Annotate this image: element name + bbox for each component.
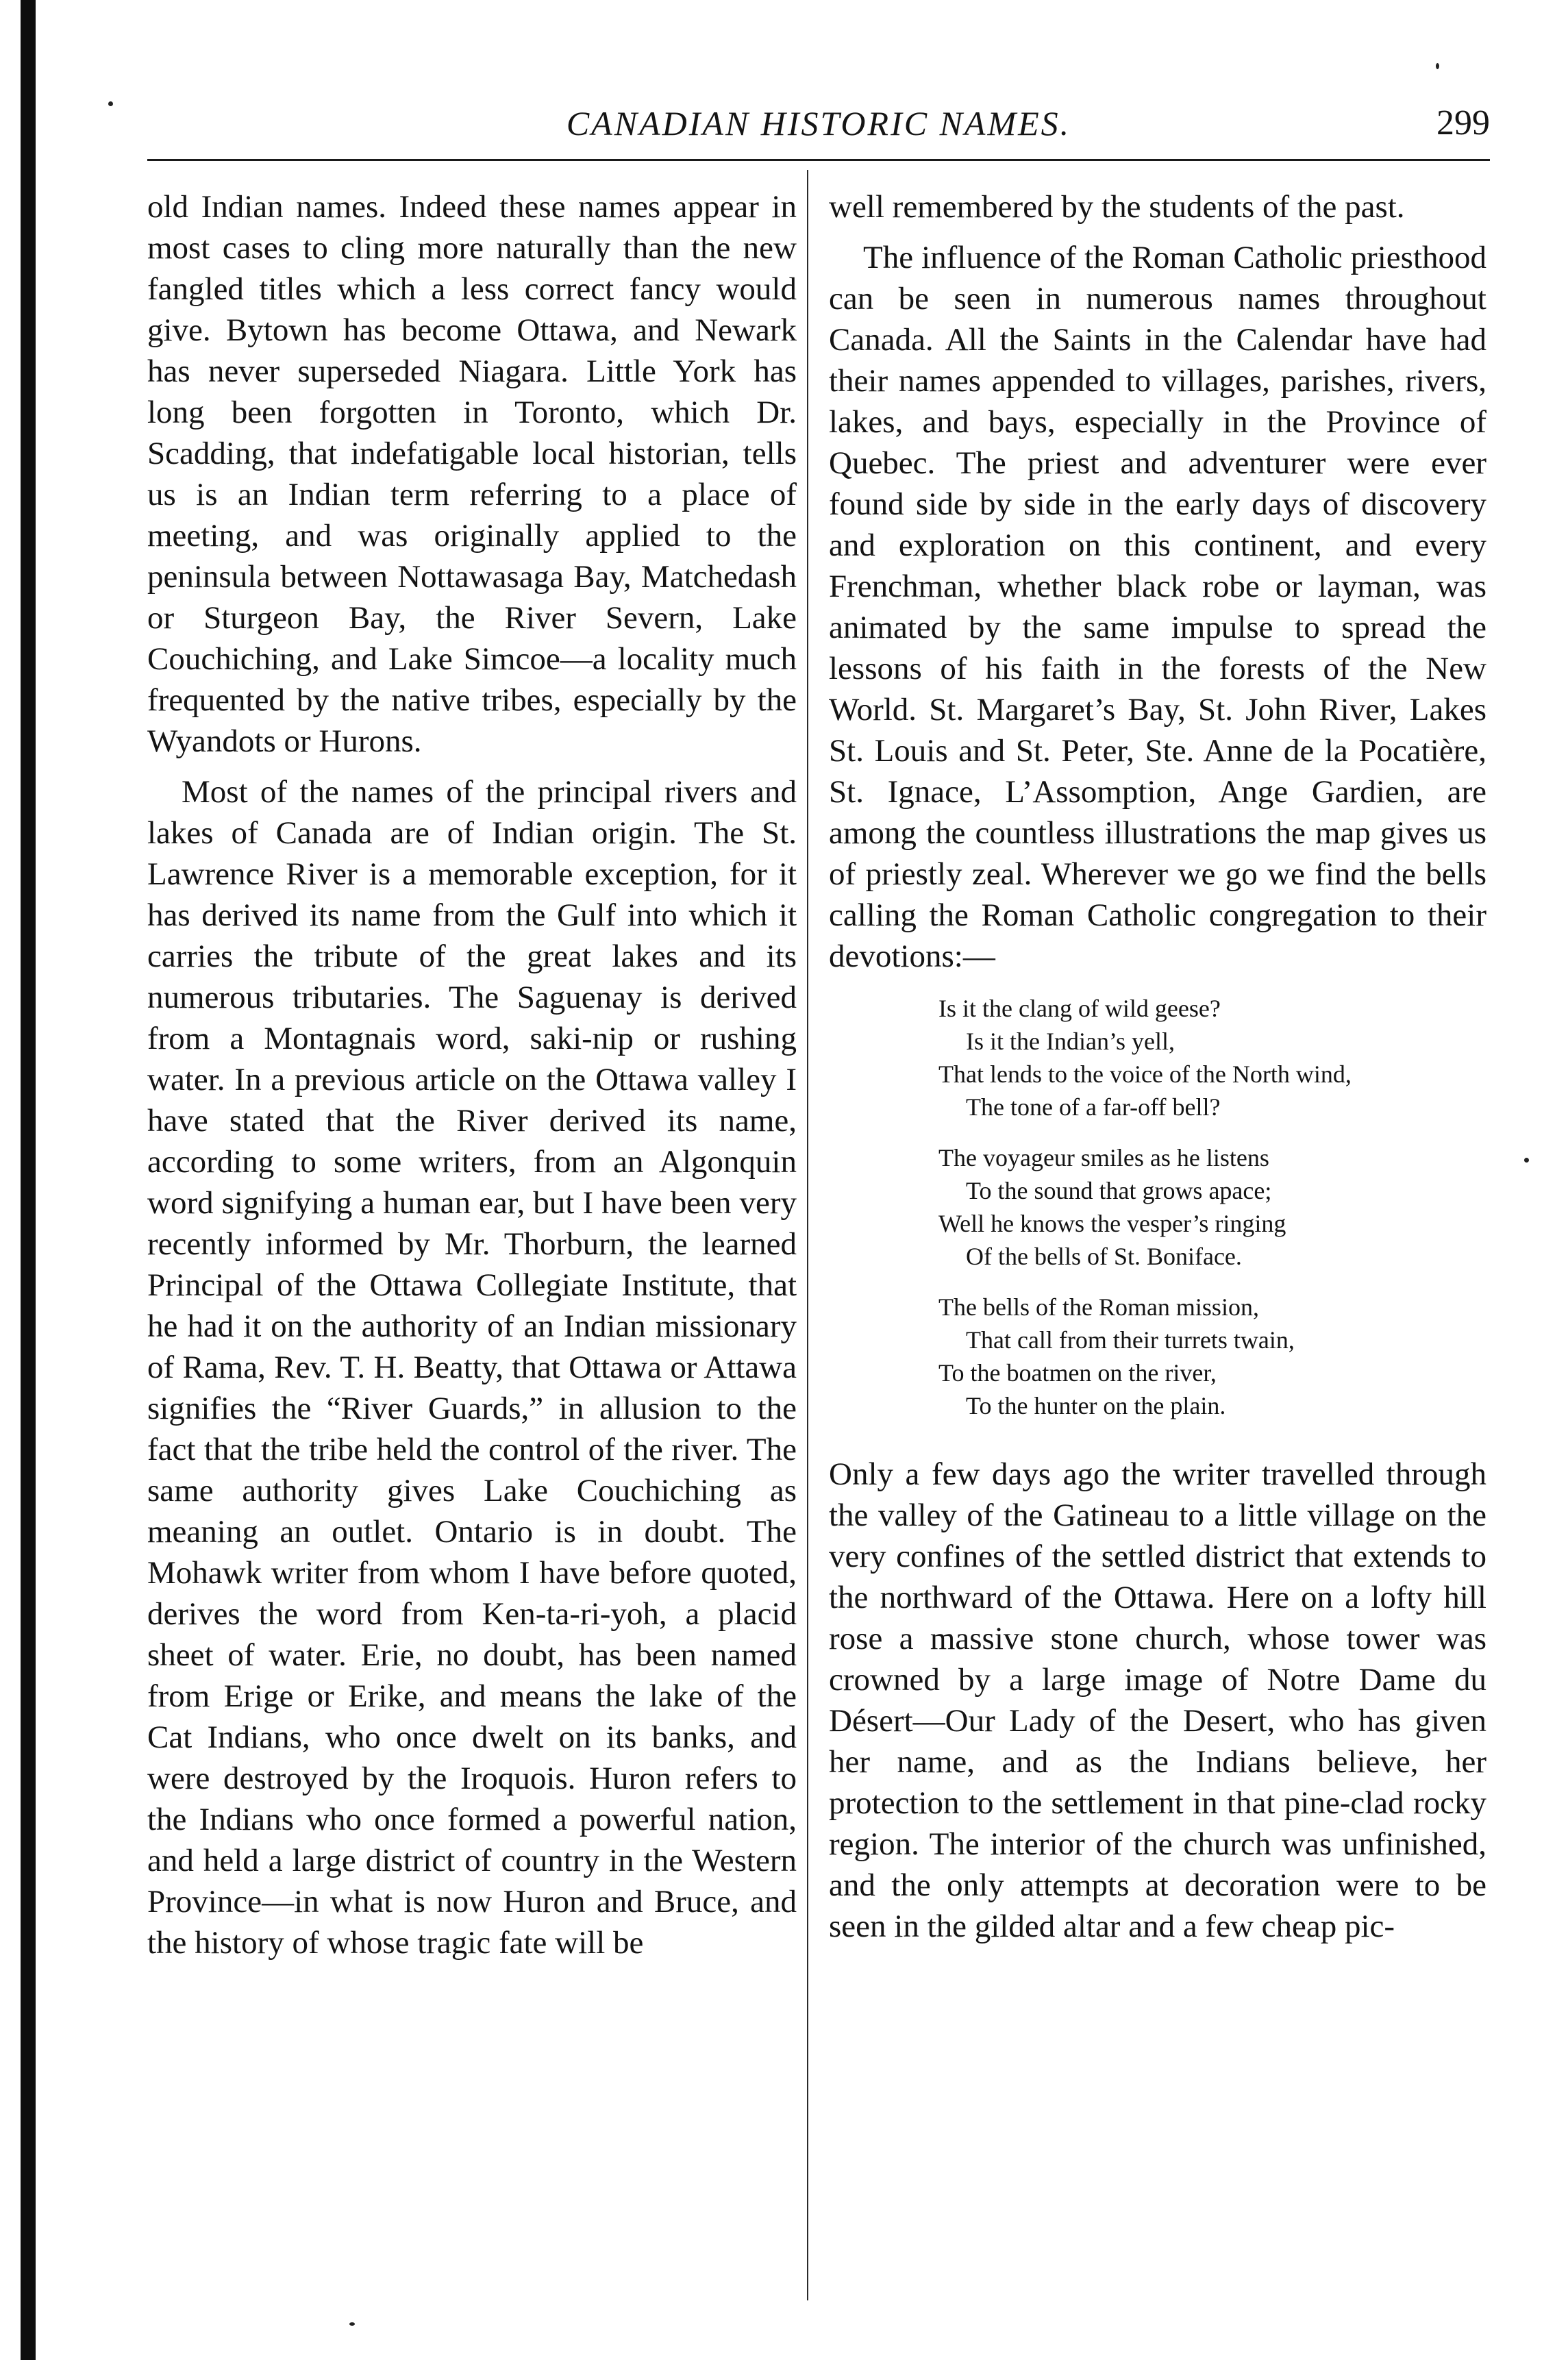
page-number: 299 (1436, 103, 1490, 142)
poem-line: Well he knows the vesper’s ringing (938, 1210, 1286, 1237)
poem-quotation (829, 992, 1486, 1422)
paragraph: well remembered by the students of the past. (829, 189, 1405, 225)
scan-speck (1524, 1158, 1529, 1163)
left-column (147, 186, 797, 1973)
poem-line: Of the bells of St. Boniface. (966, 1243, 1242, 1270)
scan-speck (108, 101, 113, 106)
paragraph: Most of the names of the principal rivers and lakes of Canada are of Indian origin. The St. Lawrence River is a memorable exception, for it has derived its name from the Gulf into which it carries the tribute of the great lakes and its numerous tributaries. The Saguenay is derived from a Montagnais word, saki-nip or rushing water. In a previous article on the Ottawa valley I have stated that the River derived its name, according to some writers, from an Algonquin word signifying a human ear, but I have been very recently informed by Mr. Thorburn, the learned Principal of the Ottawa Collegiate Institute, that he had it on the authority of an Indian missionary of Rama, Rev. T. H. Beatty, that Ottawa or Attawa signifies the “River Guards,” in allusion to the fact that the tribe held the control of the river. The same authority gives Lake Couchiching as meaning an outlet. Ontario is in doubt. The Mohawk writer from whom I have before quoted, derives the word from Ken-ta-ri-yoh, a placid sheet of water. Erie, no doubt, has been named from Erige or Erike, and means the lake of the Cat Indians, who once dwelt on its banks, and were destroyed by the Iroquois. Huron refers to the Indians who once formed a powerful nation, and held a large district of country in the Western Province—in what is now Huron and Bruce, and the history of whose tragic fate will be (147, 774, 797, 1961)
header-rule (147, 159, 1490, 161)
poem-stanza (829, 992, 1486, 1123)
paragraph: The influence of the Roman Catholic priesthood can be seen in numerous names throughout Canada. All the Saints in the Calendar have had their names appended to villages, parishes, rivers, lakes, and bays, especially in the Province of Quebec. The priest and adventurer were ever found side by side in the early days of discovery and exploration on this continent, and every Frenchman, whether black robe or layman, was animated by the same impulse to spread the lessons of his faith in the forests of the New World. St. Margaret’s Bay, St. John River, Lakes St. Louis and St. Peter, Ste. Anne de la Pocatière, St. Ignace, L’Assomption, Ange Gardien, are among the countless illustrations the map gives us of priestly zeal. Wherever we go we find the bells calling the Roman Catholic congregation to their devotions:— (829, 240, 1486, 974)
scan-speck (1436, 63, 1439, 69)
running-title: CANADIAN HISTORIC NAMES. (566, 104, 1071, 142)
poem-line: Is it the Indian’s yell, (966, 1028, 1175, 1055)
poem-stanza (829, 1141, 1486, 1273)
right-column (829, 186, 1486, 1957)
running-head (147, 96, 1490, 151)
poem-line: That lends to the voice of the North wind, (938, 1060, 1352, 1088)
scan-speck (349, 2322, 355, 2326)
poem-stanza (829, 1291, 1486, 1422)
poem-line: The bells of the Roman mission, (938, 1293, 1259, 1321)
paragraph: old Indian names. Indeed these names appear in most cases to cling more naturally than the new fangled titles which a less correct fancy would give. Bytown has become Ottawa, and Newark has never superseded Niagara. Little York has long been forgotten in Toronto, which Dr. Scadding, that indefatigable local historian, tells us is an Indian term referring to a place of meeting, and was originally applied to the peninsula between Nottawasaga Bay, Matchedash or Sturgeon Bay, the River Severn, Lake Couchiching, and Lake Simcoe—a locality much frequented by the native tribes, especially by the Wyandots or Hurons. (147, 189, 797, 759)
poem-line: The tone of a far-off bell? (966, 1093, 1221, 1121)
poem-line: That call from their turrets twain, (966, 1326, 1295, 1354)
poem-line: To the boatmen on the river, (938, 1359, 1217, 1387)
paragraph: Only a few days ago the writer travelled through the valley of the Gatineau to a little village on the very confines of the settled district that extends to the northward of the Ottawa. Here on a lofty hill rose a massive stone church, whose tower was crowned by a large image of Notre Dame du Désert—Our Lady of the Desert, who has given her name, and as the Indians believe, her protection to the settlement in that pine-clad rocky region. The interior of the church was unfinished, and the only attempts at decoration were to be seen in the gilded altar and a few cheap pic- (829, 1456, 1486, 1944)
poem-line: To the hunter on the plain. (966, 1392, 1226, 1419)
poem-line: Is it the clang of wild geese? (938, 995, 1221, 1022)
poem-line: The voyageur smiles as he listens (938, 1144, 1269, 1171)
column-divider (807, 170, 808, 2300)
poem-line: To the sound that grows apace; (966, 1177, 1272, 1204)
scan-binding-edge (21, 0, 36, 2360)
